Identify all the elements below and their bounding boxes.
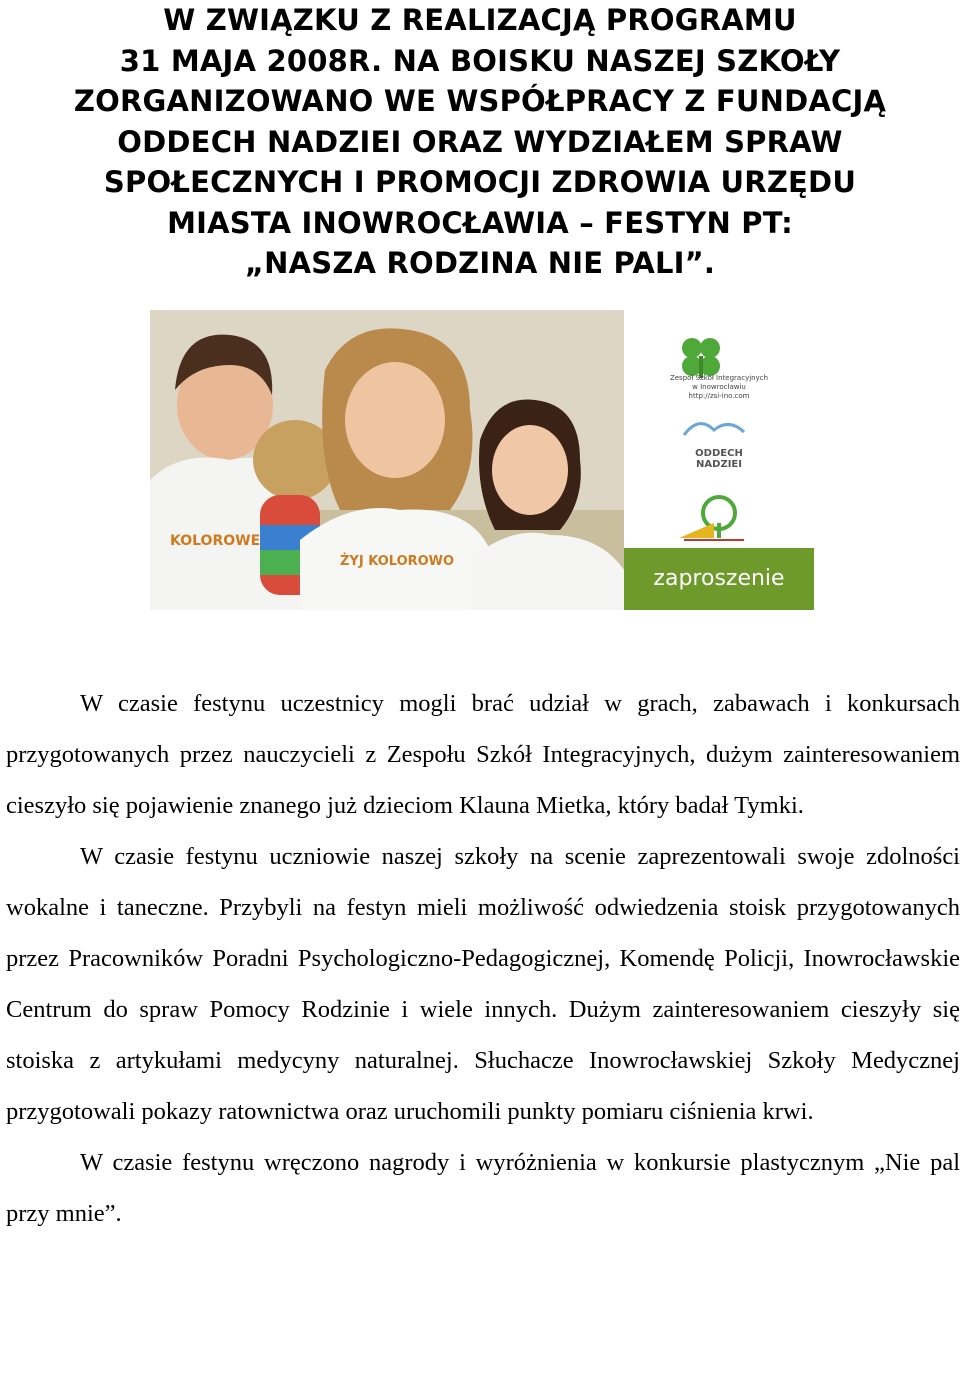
invitation-banner: zaproszenie (624, 548, 814, 610)
paragraph-3: W czasie festynu wręczono nagrody i wyróżnienia w konkursie plastycznym „Nie pal przy mnie”. (6, 1149, 960, 1227)
page-title (0, 0, 960, 284)
children-illustration (150, 310, 624, 610)
school-logo-text (664, 374, 774, 401)
nadziei-text: NADZIEI (696, 459, 742, 470)
festival-poster-photo (150, 310, 814, 610)
title-line-2: 31 MAJA 2008R. NA BOISKU NASZEJ SZKOŁY (119, 43, 841, 78)
bird-logo-icon (624, 410, 814, 450)
paragraph-1: W czasie festynu uczestnicy mogli brać udział w grach, zabawach i konkursach przygotowanych przez nauczycieli z Zespołu Szkół Integracyjnych, dużym zainteresowaniem cieszyło się pojawienie znanego już dzieciom Klauna Mietka, który badał Tymki. (6, 690, 960, 819)
shirt-logo-text-2: ŻYJ KOLOROWO (340, 554, 455, 569)
poster-info-panel (624, 310, 814, 610)
school-city: w Inowrocławiu (692, 383, 746, 391)
title-line-3: ZORGANIZOWANO WE WSPÓŁPRACY Z FUNDACJĄ (73, 84, 887, 118)
tree-logo-icon (624, 488, 814, 548)
school-url: http://zsi-ino.com (688, 392, 750, 400)
title-line-1: W ZWIĄZKU Z REALIZACJĄ PROGRAMU (163, 3, 797, 37)
title-line-5: SPOŁECZNYCH I PROMOCJI ZDROWIA URZĘDU (103, 165, 857, 199)
title-line-6: MIASTA INOWROCŁAWIA – FESTYN PT: (167, 205, 793, 240)
title-line-4: ODDECH NADZIEI ORAZ WYDZIAŁEM SPRAW (117, 124, 843, 159)
oddech-nadziei-logo (664, 448, 774, 470)
article-body (6, 678, 960, 1239)
oddech-text: ODDECH (695, 448, 743, 459)
paragraph-2: W czasie festynu uczniowie naszej szkoły na scenie zaprezentowali swoje zdolności wokalne i taneczne. Przybyli na festyn mieli możliwość odwiedzenia stoisk przygotowanych przez Pracowników Poradni Psychologiczno-Pedagogicznej, Komendę Policji, Inowrocławskie Centrum do spraw Pomocy Rodzinie i wiele innych. Dużym zainteresowaniem cieszyły się stoiska z artykułami medycyny naturalnej. Słuchacze Inowrocławskiej Szkoły Medycznej przygotowali pokazy ratownictwa oraz uruchomili punkty pomiaru ciśnienia krwi. (6, 843, 960, 1125)
shirt-logo-text-1: KOLOROWE (170, 533, 261, 549)
title-line-7: „NASZA RODZINA NIE PALI”. (244, 246, 716, 280)
school-name: Zespół Szkół Integracyjnych (669, 374, 769, 382)
